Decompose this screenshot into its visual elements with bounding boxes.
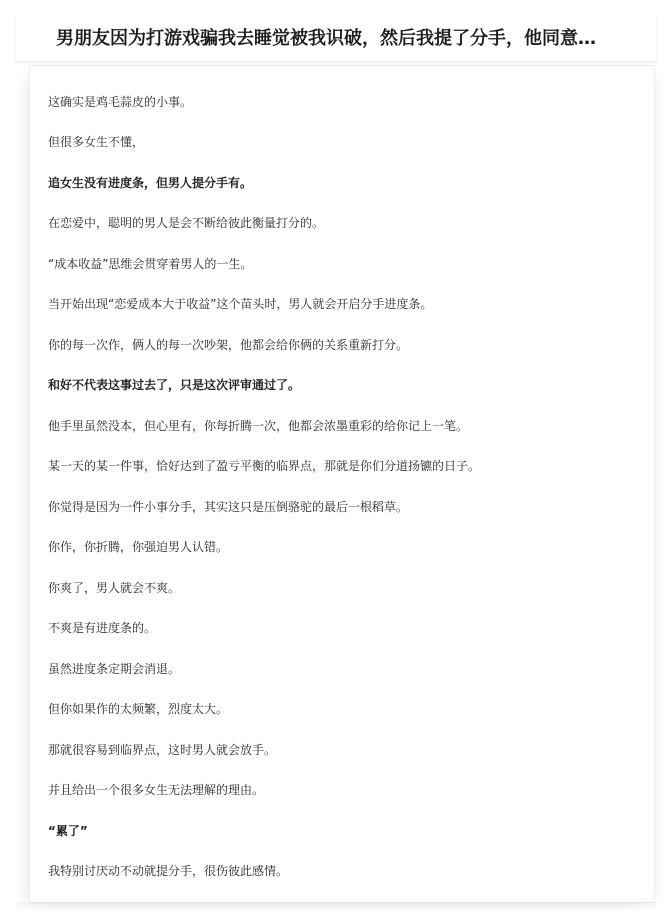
- article-title: 男朋友因为打游戏骗我去睡觉被我识破，然后我提了分手，他同意…: [56, 28, 596, 49]
- paragraph-10: 某一天的某一件事，恰好达到了盈亏平衡的临界点，那就是你们分道扬镳的日子。: [48, 459, 481, 473]
- paragraph-12: 你作，你折腾，你强迫男人认错。: [48, 540, 229, 554]
- title-bar: [16, 16, 656, 62]
- article-card: [30, 66, 654, 902]
- paragraph-3: 追女生没有进度条，但男人提分手有。: [48, 176, 253, 190]
- paragraph-9: 他手里虽然没本，但心里有，你每折腾一次，他都会浓墨重彩的给你记上一笔。: [48, 419, 469, 433]
- paragraph-19: “累了”: [48, 824, 88, 838]
- paragraph-4: 在恋爱中，聪明的男人是会不断给彼此衡量打分的。: [48, 216, 325, 230]
- paragraph-7: 你的每一次作，俩人的每一次吵架，他都会给你俩的关系重新打分。: [48, 338, 409, 352]
- paragraph-5: “成本收益”思维会贯穿着男人的一生。: [48, 257, 253, 271]
- paragraph-1: 这确实是鸡毛蒜皮的小事。: [48, 95, 193, 109]
- paragraph-18: 并且给出一个很多女生无法理解的理由。: [48, 783, 265, 797]
- paragraph-6: 当开始出现“恋爱成本大于收益”这个苗头时，男人就会开启分手进度条。: [48, 297, 433, 311]
- paragraph-20: 我特别讨厌动不动就提分手，很伤彼此感情。: [48, 864, 289, 878]
- paragraph-2: 但很多女生不懂，: [48, 135, 145, 149]
- paragraph-8: 和好不代表这事过去了，只是这次评审通过了。: [48, 378, 301, 392]
- card-shadow: [16, 902, 656, 912]
- paragraph-13: 你爽了，男人就会不爽。: [48, 581, 181, 595]
- paragraph-17: 那就很容易到临界点，这时男人就会放手。: [48, 743, 277, 757]
- paragraph-16: 但你如果作的太频繁，烈度太大。: [48, 702, 229, 716]
- paragraph-15: 虽然进度条定期会消退。: [48, 662, 181, 676]
- paragraph-11: 你觉得是因为一件小事分手，其实这只是压倒骆驼的最后一根稻草。: [48, 500, 409, 514]
- paragraph-14: 不爽是有进度条的。: [48, 621, 157, 635]
